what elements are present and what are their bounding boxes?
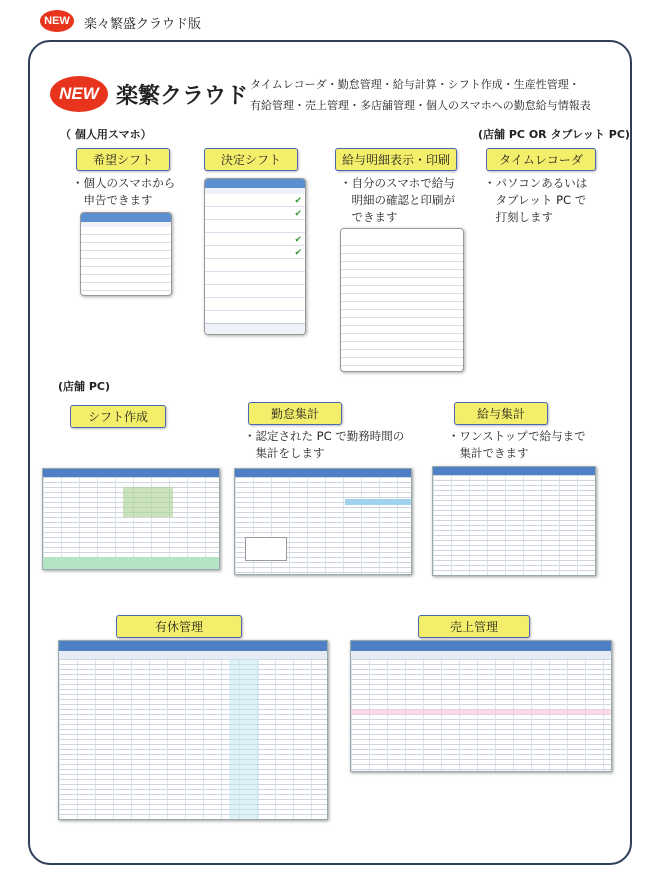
kibou-shift-desc: ・個人のスマホから 申告できます	[72, 176, 176, 207]
kintai-label: 勤怠集計	[248, 402, 342, 425]
kyuyo-meisai-desc: ・自分のスマホで給与 明細の確認と印刷が できます	[340, 176, 455, 224]
shift-sakusei-label: シフト作成	[70, 405, 166, 428]
shift-sakusei-screenshot	[42, 468, 220, 570]
kyuyo-meisai-screenshot	[340, 228, 464, 372]
kyuyo-shukei-screenshot	[432, 466, 596, 576]
check-icon: ✔	[294, 209, 302, 219]
check-icon: ✔	[294, 196, 302, 206]
kettei-shift-label: 決定シフト	[204, 148, 298, 171]
uriage-screenshot	[350, 640, 612, 772]
check-icon: ✔	[294, 235, 302, 245]
kettei-shift-screenshot	[204, 178, 306, 335]
check-icon: ✔	[294, 248, 302, 258]
kintai-screenshot	[234, 468, 412, 575]
brand-name: 楽繁クラウド	[116, 84, 249, 109]
brand-new-badge-icon: NEW	[50, 76, 108, 112]
section-store-pc-tablet: (店舗 PC OR タブレット PC)	[478, 128, 630, 141]
yukyu-label: 有休管理	[116, 615, 242, 638]
kyuyo-meisai-label: 給与明細表示・印刷	[335, 148, 457, 171]
kibou-shift-label: 希望シフト	[76, 148, 170, 171]
time-recorder-label: タイムレコーダ	[486, 148, 596, 171]
yukyu-screenshot	[58, 640, 328, 820]
kintai-desc: ・認定された PC で勤務時間の 集計をします	[244, 429, 405, 460]
section-smartphone: （ 個人用スマホ）	[60, 128, 152, 141]
kibou-shift-screenshot	[80, 212, 172, 296]
uriage-label: 売上管理	[418, 615, 530, 638]
section-store-pc: (店舗 PC)	[58, 380, 111, 393]
time-recorder-desc: ・パソコンあるいは タブレット PC で 打刻します	[484, 176, 588, 224]
kyuyo-shukei-desc: ・ワンストップで給与まで 集計できます	[448, 429, 586, 460]
intro-line-1: タイムレコーダ・勤怠管理・給与計算・シフト作成・生産性管理・	[250, 78, 580, 91]
new-badge-icon: NEW	[40, 10, 74, 32]
intro-line-2: 有給管理・売上管理・多店舗管理・個人のスマホへの勤怠給与情報表	[250, 99, 591, 112]
page-title: 楽々繁盛クラウド版	[84, 17, 202, 32]
kyuyo-shukei-label: 給与集計	[454, 402, 548, 425]
